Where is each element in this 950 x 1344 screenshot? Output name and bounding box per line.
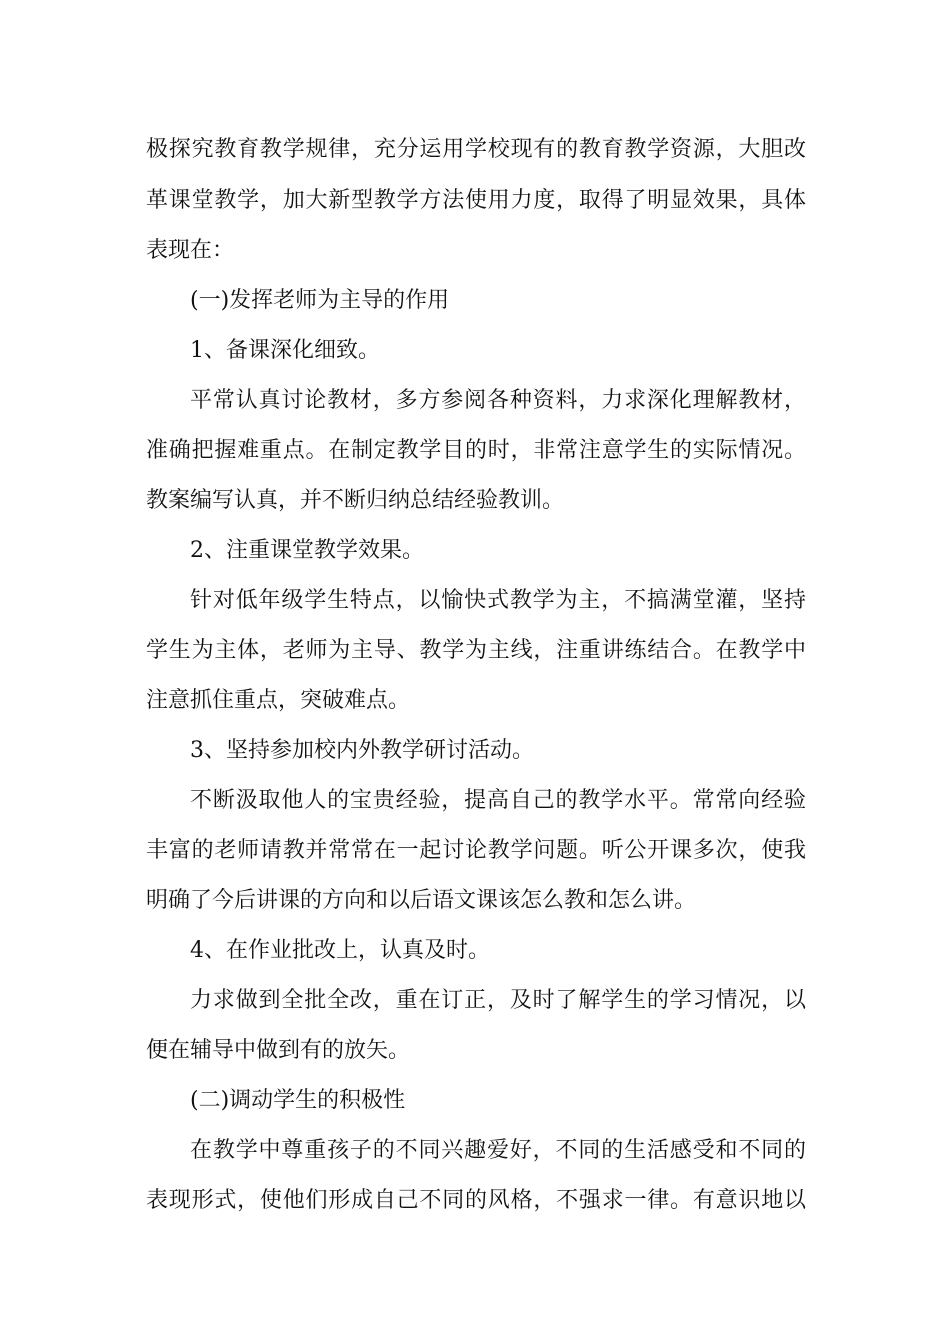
body-text-line: 表现形式，使他们形成自己不同的风格，不强求一律。有意识地以	[146, 1188, 806, 1213]
subsection-heading: 2、注重课堂教学效果。	[190, 538, 424, 563]
subsection-heading: 3、坚持参加校内外教学研讨活动。	[190, 738, 534, 763]
body-text-line: 在教学中尊重孩子的不同兴趣爱好，不同的生活感受和不同的	[190, 1138, 806, 1163]
body-text-line: 学生为主体，老师为主导、教学为主线，注重讲练结合。在教学中	[146, 638, 806, 663]
body-text-line: 不断汲取他人的宝贵经验，提高自己的教学水平。常常向经验	[190, 788, 806, 813]
body-text-line: 准确把握难重点。在制定教学目的时，非常注意学生的实际情况。	[146, 438, 806, 463]
body-text-line: 教案编写认真，并不断归纳总结经验教训。	[146, 488, 565, 513]
subsection-heading: 1、备课深化细致。	[190, 338, 380, 363]
body-text-line: 便在辅导中做到有的放矢。	[146, 1038, 411, 1063]
section-heading: (二)调动学生的积极性	[190, 1088, 406, 1113]
body-text-line: 明确了今后讲课的方向和以后语文课该怎么教和怎么讲。	[146, 888, 697, 913]
section-heading: (一)发挥老师为主导的作用	[190, 288, 450, 313]
subsection-heading: 4、在作业批改上，认真及时。	[190, 938, 490, 963]
body-text-line: 力求做到全批全改，重在订正，及时了解学生的学习情况，以	[190, 988, 806, 1013]
body-text-line: 表现在：	[146, 238, 235, 263]
body-text-line: 丰富的老师请教并常常在一起讨论教学问题。听公开课多次，使我	[146, 838, 806, 863]
body-text-line: 注意抓住重点，突破难点。	[146, 688, 411, 713]
body-text-line: 针对低年级学生特点，以愉快式教学为主，不搞满堂灌，坚持	[190, 588, 806, 613]
body-text-line: 极探究教育教学规律，充分运用学校现有的教育教学资源，大胆改	[146, 137, 806, 162]
body-text-line: 革课堂教学，加大新型教学方法使用力度，取得了明显效果，具体	[146, 188, 806, 213]
body-text-line: 平常认真讨论教材，多方参阅各种资料，力求深化理解教材，	[190, 388, 806, 413]
